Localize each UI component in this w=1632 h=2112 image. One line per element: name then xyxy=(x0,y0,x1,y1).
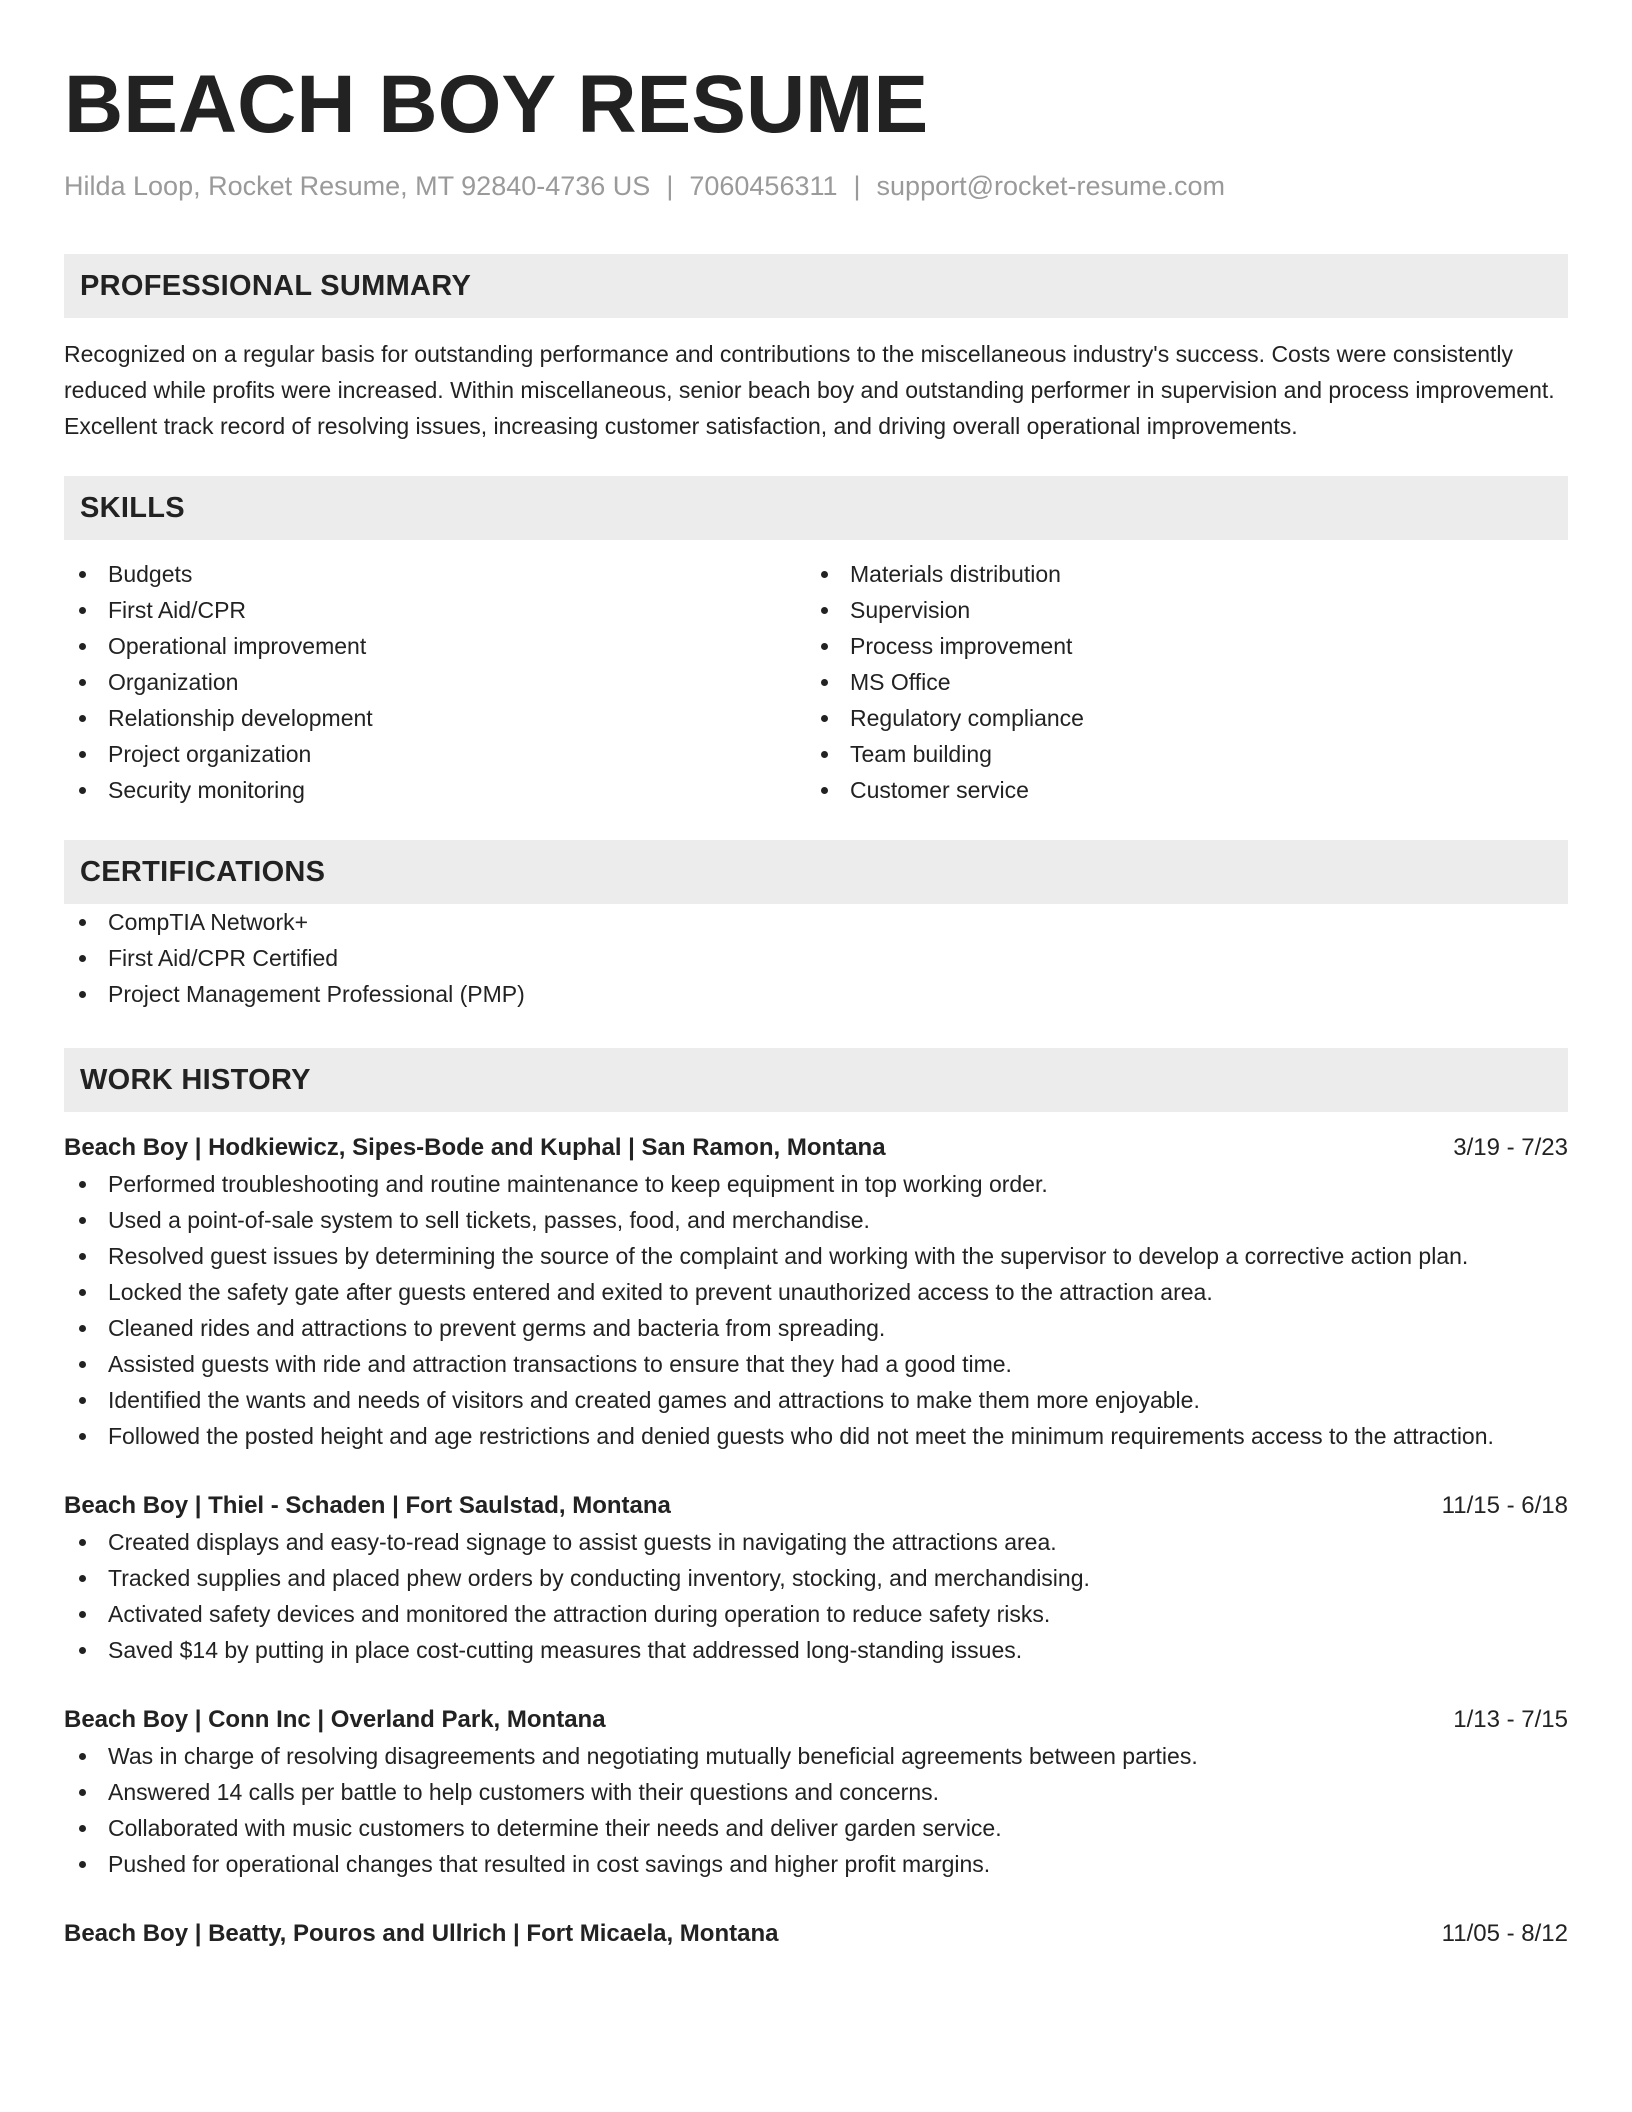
section-heading-summary: PROFESSIONAL SUMMARY xyxy=(64,254,1568,318)
job-title: Beach Boy | Hodkiewicz, Sipes-Bode and Kuphal | San Ramon, Montana xyxy=(64,1134,886,1161)
job-bullets xyxy=(64,1738,1568,1882)
job-bullet: Tracked supplies and placed phew orders by conducting inventory, stocking, and merchandising. xyxy=(64,1560,1568,1596)
job-bullet: Locked the safety gate after guests entered and exited to prevent unauthorized access to the attraction area. xyxy=(64,1274,1568,1310)
job-bullets xyxy=(64,1166,1568,1454)
certification-item: CompTIA Network+ xyxy=(64,904,1568,940)
job-bullet: Activated safety devices and monitored the attraction during operation to reduce safety risks. xyxy=(64,1596,1568,1632)
certification-item: First Aid/CPR Certified xyxy=(64,940,1568,976)
job-entry xyxy=(64,1130,1568,1454)
job-dates: 11/05 - 8/12 xyxy=(1441,1920,1568,1947)
job-header xyxy=(64,1916,1568,1952)
section-heading-certifications: CERTIFICATIONS xyxy=(64,840,1568,904)
skill-item: Budgets xyxy=(64,556,806,592)
skill-item: Customer service xyxy=(806,772,1548,808)
work-history-list xyxy=(64,1130,1568,1952)
skill-item: Process improvement xyxy=(806,628,1548,664)
job-entry xyxy=(64,1702,1568,1882)
contact-line xyxy=(64,168,1568,204)
certifications-list xyxy=(64,904,1568,1012)
job-bullet: Assisted guests with ride and attraction transactions to ensure that they had a good time. xyxy=(64,1346,1568,1382)
job-bullet: Pushed for operational changes that resulted in cost savings and higher profit margins. xyxy=(64,1846,1568,1882)
job-header xyxy=(64,1702,1568,1738)
skill-item: First Aid/CPR xyxy=(64,592,806,628)
job-bullets xyxy=(64,1524,1568,1668)
job-bullet: Followed the posted height and age restrictions and denied guests who did not meet the minimum requirements access to the attraction. xyxy=(64,1418,1568,1454)
job-bullet: Resolved guest issues by determining the source of the complaint and working with the supervisor to develop a corrective action plan. xyxy=(64,1238,1568,1274)
job-entry xyxy=(64,1916,1568,1952)
job-bullet: Used a point-of-sale system to sell tickets, passes, food, and merchandise. xyxy=(64,1202,1568,1238)
job-entry xyxy=(64,1488,1568,1668)
resume-title: BEACH BOY RESUME xyxy=(64,59,929,150)
skill-item: Project organization xyxy=(64,736,806,772)
skills-grid xyxy=(64,556,1568,808)
skill-item: Materials distribution xyxy=(806,556,1548,592)
skill-item: Relationship development xyxy=(64,700,806,736)
job-bullet: Saved $14 by putting in place cost-cutting measures that addressed long-standing issues. xyxy=(64,1632,1568,1668)
skills-column-right xyxy=(806,556,1548,808)
job-dates: 1/13 - 7/15 xyxy=(1453,1706,1568,1733)
skills-column-left xyxy=(64,556,806,808)
contact-separator: | xyxy=(666,171,674,201)
job-header xyxy=(64,1488,1568,1524)
skill-item: Operational improvement xyxy=(64,628,806,664)
job-bullet: Identified the wants and needs of visitors and created games and attractions to make them more enjoyable. xyxy=(64,1382,1568,1418)
job-bullet: Collaborated with music customers to determine their needs and deliver garden service. xyxy=(64,1810,1568,1846)
skill-item: Regulatory compliance xyxy=(806,700,1548,736)
skill-item: Team building xyxy=(806,736,1548,772)
section-heading-work-history: WORK HISTORY xyxy=(64,1048,1568,1112)
contact-separator: | xyxy=(853,171,861,201)
resume-page xyxy=(64,50,1568,1952)
skill-item: Organization xyxy=(64,664,806,700)
contact-address: Hilda Loop, Rocket Resume, MT 92840-4736 US xyxy=(64,171,651,201)
contact-email: support@rocket-resume.com xyxy=(876,171,1226,201)
contact-phone: 7060456311 xyxy=(689,171,838,201)
section-heading-skills: SKILLS xyxy=(64,476,1568,540)
job-bullet: Created displays and easy-to-read signage to assist guests in navigating the attractions area. xyxy=(64,1524,1568,1560)
job-bullet: Was in charge of resolving disagreements and negotiating mutually beneficial agreements between parties. xyxy=(64,1738,1568,1774)
job-bullet: Performed troubleshooting and routine maintenance to keep equipment in top working order. xyxy=(64,1166,1568,1202)
skills-list-left xyxy=(64,556,806,808)
job-dates: 3/19 - 7/23 xyxy=(1453,1134,1568,1161)
job-bullet: Answered 14 calls per battle to help customers with their questions and concerns. xyxy=(64,1774,1568,1810)
job-title: Beach Boy | Thiel - Schaden | Fort Saulstad, Montana xyxy=(64,1492,671,1519)
skills-list-right xyxy=(806,556,1548,808)
certification-item: Project Management Professional (PMP) xyxy=(64,976,1568,1012)
job-header xyxy=(64,1130,1568,1166)
job-dates: 11/15 - 6/18 xyxy=(1441,1492,1568,1519)
job-bullet: Cleaned rides and attractions to prevent germs and bacteria from spreading. xyxy=(64,1310,1568,1346)
summary-text: Recognized on a regular basis for outstanding performance and contributions to the miscellaneous industry's success. Costs were consistently reduced while profits were increased. Within miscellaneous, senior beach boy and outstanding performer in supervision and process improvement. Excellent track record of resolving issues, increasing customer satisfaction, and driving overall operational improvements. xyxy=(64,341,1555,439)
job-title: Beach Boy | Conn Inc | Overland Park, Montana xyxy=(64,1706,606,1733)
job-title: Beach Boy | Beatty, Pouros and Ullrich | Fort Micaela, Montana xyxy=(64,1920,779,1947)
skill-item: Security monitoring xyxy=(64,772,806,808)
skill-item: Supervision xyxy=(806,592,1548,628)
skill-item: MS Office xyxy=(806,664,1548,700)
